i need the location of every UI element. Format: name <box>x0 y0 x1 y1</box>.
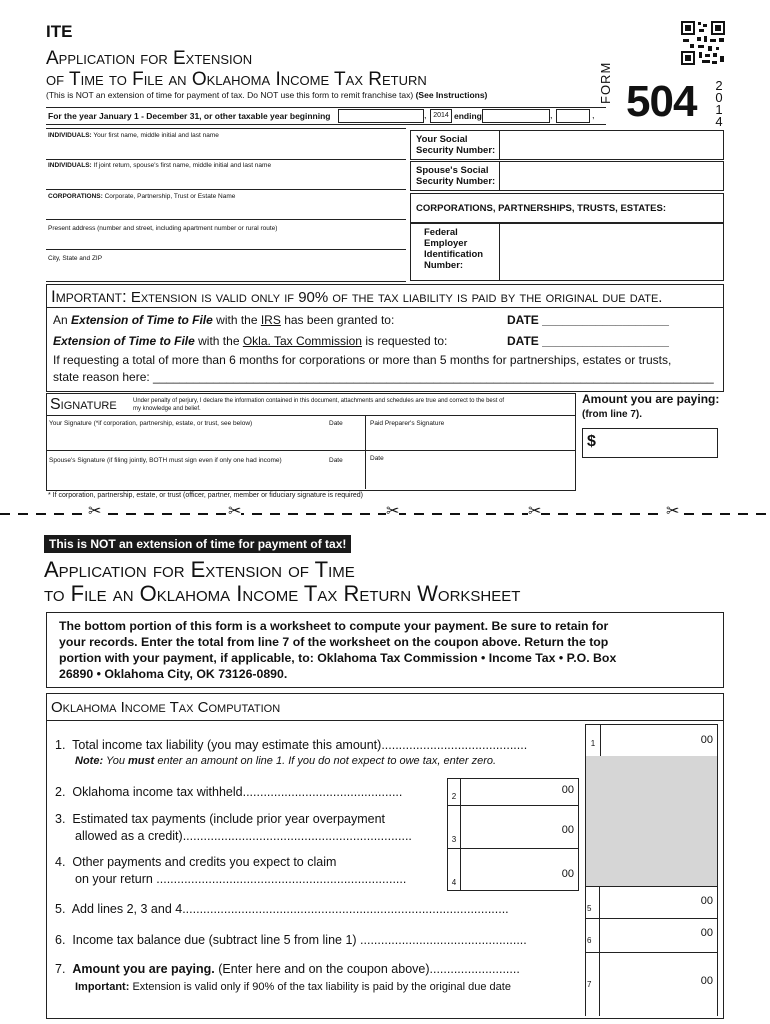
intro-line: portion with your payment, if applicable, to: Oklahoma Tax Commission • Income Tax • P.O. Box <box>59 651 617 665</box>
date-label: Date <box>329 457 343 464</box>
ending-label: ending <box>454 111 482 121</box>
form-title-line1: Application for Extension <box>46 48 253 69</box>
city-label: City, State and ZIP <box>48 255 103 262</box>
qr-code <box>680 20 726 66</box>
preparer-label: Paid Preparer's Signature <box>370 420 445 427</box>
important-section <box>46 284 724 392</box>
line-3-input[interactable]: 00 <box>460 804 579 849</box>
line-2-number: 2 <box>447 778 461 806</box>
spouse-signature-field[interactable] <box>47 451 365 489</box>
worksheet-title-line2: to File an Oklahoma Income Tax Return Worksheet <box>44 581 521 606</box>
intro-line: 26890 • Oklahoma City, OK 73126-0890. <box>59 667 288 681</box>
intro-line: your records. Enter the total from line 7 of the worksheet on the coupon above. Return the top <box>59 635 609 649</box>
form-word: FORM <box>598 61 613 104</box>
line-4-input[interactable]: 00 <box>460 848 579 891</box>
line-6-text: 6. Income tax balance due (subtract line 5 from line 1) ................................................ <box>55 933 527 947</box>
form-title <box>46 48 427 90</box>
see-instructions: (See Instructions) <box>415 90 488 100</box>
line-7-important: Important: Extension is valid only if 90% of the tax liability is paid by the original due date <box>75 981 511 993</box>
tax-year-row <box>46 107 606 125</box>
line-1-text: 1. Total income tax liability (you may estimate this amount).......................................... <box>55 738 528 752</box>
preparer-signature-field[interactable] <box>365 416 576 451</box>
begin-year-input[interactable]: 2014 <box>430 109 452 123</box>
line-3-text: 3. Estimated tax payments (include prior year overpayment allowed as a credit).................................................................. <box>55 812 412 843</box>
fein-label: Federal Employer Identification Number: <box>424 227 484 271</box>
signature-footnote: * If corporation, partnership, estate, or trust (officer, partner, member or fiduciary signature is required) <box>48 492 364 499</box>
irs-date-field[interactable]: DATE ___________________ <box>507 313 669 327</box>
scissors-icon: ✂ <box>228 503 242 520</box>
spouse-ssn-field[interactable] <box>410 161 724 191</box>
line-1-number: 1 <box>585 724 601 756</box>
signature-section <box>46 393 576 491</box>
line-1-input[interactable]: 00 <box>700 734 713 746</box>
preparer-date-field[interactable] <box>365 451 576 489</box>
ite-code: ITE <box>46 22 73 41</box>
amount-paying-label: Amount you are paying: (from line 7). <box>582 392 720 420</box>
important-heading: Important: Extension is valid only if 90% of the tax liability is paid by the original due date. <box>51 287 663 306</box>
line-5-text: 5. Add lines 2, 3 and 4.............................................................................................. <box>55 902 509 916</box>
scissors-icon: ✂ <box>386 503 400 520</box>
city-field[interactable] <box>46 249 406 282</box>
your-signature-field[interactable] <box>47 416 365 451</box>
line-1-note: Note: You must enter an amount on line 1. If you do not expect to owe tax, enter zero. <box>75 755 497 767</box>
otc-date-field[interactable]: DATE ___________________ <box>507 334 669 348</box>
line-7-text: 7. Amount you are paying. (Enter here and on the coupon above).......................... <box>55 962 520 976</box>
fein-field[interactable] <box>410 223 724 281</box>
spouse-signature-label: Spouse's Signature (if filing jointly, BOTH must sign even if only one had income) <box>49 457 282 464</box>
year-digit: 2 <box>715 78 723 93</box>
shaded-area <box>585 756 717 886</box>
form-subtitle <box>46 90 487 100</box>
first-name-label: INDIVIDUALS: Your first name, middle initial and last name <box>48 132 219 139</box>
line-7-number: 7 <box>587 980 592 989</box>
line-2-text: 2. Oklahoma income tax withheld.............................................. <box>55 785 403 799</box>
end-date-input[interactable] <box>482 109 550 123</box>
subtitle-text: (This is NOT an extension of time for payment of tax. Do NOT use this form to remit franchise tax) <box>46 90 414 100</box>
signature-heading: Signature <box>50 396 117 413</box>
address-label: Present address (number and street, including apartment number or rural route) <box>48 225 278 232</box>
begin-date-input[interactable] <box>338 109 424 123</box>
form-year-vertical <box>714 80 724 128</box>
worksheet-title <box>44 558 520 606</box>
line-4-number: 4 <box>447 848 461 891</box>
cut-line <box>0 506 770 522</box>
reason-text: If requesting a total of more than 6 months for corporations or more than 5 months for partnerships, estates or trusts, <box>53 353 672 367</box>
date-label: Date <box>329 420 343 427</box>
dollar-sign: $ <box>587 433 596 450</box>
line-5-input[interactable]: 00 <box>700 895 713 907</box>
scissors-icon: ✂ <box>528 503 542 520</box>
line-6-input[interactable]: 00 <box>700 927 713 939</box>
tax-year-label: For the year January 1 - December 31, or other taxable year beginning <box>48 111 331 121</box>
line-2-input[interactable]: 00 <box>460 778 579 806</box>
year-digit: 0 <box>715 90 723 105</box>
line-5-number: 5 <box>587 904 592 913</box>
comma: , <box>550 110 553 120</box>
reason-field[interactable]: state reason here: ____________________________________________________________________________________ <box>53 370 714 384</box>
year-digit: 1 <box>715 102 723 117</box>
your-signature-label: Your Signature (*if corporation, partnership, estate, or trust, see below) <box>49 420 253 427</box>
comma: , <box>424 110 427 120</box>
comma: , <box>592 110 595 120</box>
ssn-field[interactable] <box>410 130 724 160</box>
computation-section <box>46 693 724 1019</box>
irs-extension-line: An Extension of Time to File with the IRS has been granted to: <box>53 313 395 327</box>
line-3-number: 3 <box>447 804 461 849</box>
line-6-number: 6 <box>587 936 592 945</box>
end-year-input[interactable] <box>556 109 590 123</box>
scissors-icon: ✂ <box>88 503 102 520</box>
intro-line: The bottom portion of this form is a worksheet to compute your payment. Be sure to retain for <box>59 619 609 633</box>
line-4-text: 4. Other payments and credits you expect to claim on your return ........................................................................ <box>55 855 407 886</box>
perjury-statement: Under penalty of perjury, I declare the information contained in this document, attachments and schedules are true and correct to the best of my knowledge and belief. <box>133 398 505 412</box>
spouse-name-field[interactable] <box>46 159 406 190</box>
form-number: 504 <box>626 77 697 126</box>
scissors-icon: ✂ <box>666 503 680 520</box>
name-fields <box>46 128 406 282</box>
spouse-name-label: INDIVIDUALS: If joint return, spouse's first name, middle initial and last name <box>48 162 272 169</box>
worksheet-intro <box>46 612 724 688</box>
line-7-input[interactable]: 00 <box>700 975 713 987</box>
amount-paying-input[interactable] <box>582 428 718 458</box>
corporation-header: CORPORATIONS, PARTNERSHIPS, TRUSTS, ESTATES: <box>416 203 667 214</box>
first-name-field[interactable] <box>46 129 406 160</box>
corporation-name-field[interactable] <box>46 189 406 220</box>
form-title-line2: of Time to File an Oklahoma Income Tax Return <box>46 69 427 90</box>
computation-heading: Oklahoma Income Tax Computation <box>51 699 281 716</box>
not-extension-banner: This is NOT an extension of time for payment of tax! <box>44 535 351 553</box>
spouse-ssn-label: Spouse's Social Security Number: <box>416 165 496 187</box>
ssn-label: Your Social Security Number: <box>416 134 496 156</box>
year-digit: 4 <box>715 114 723 129</box>
address-field[interactable] <box>46 219 406 250</box>
otc-extension-line: Extension of Time to File with the Okla. Tax Commission is requested to: <box>53 334 448 348</box>
date-label: Date <box>370 455 384 462</box>
worksheet-title-line1: Application for Extension of Time <box>44 557 355 582</box>
corporation-name-label: CORPORATIONS: Corporate, Partnership, Trust or Estate Name <box>48 193 236 200</box>
corporation-header-box <box>410 193 724 223</box>
